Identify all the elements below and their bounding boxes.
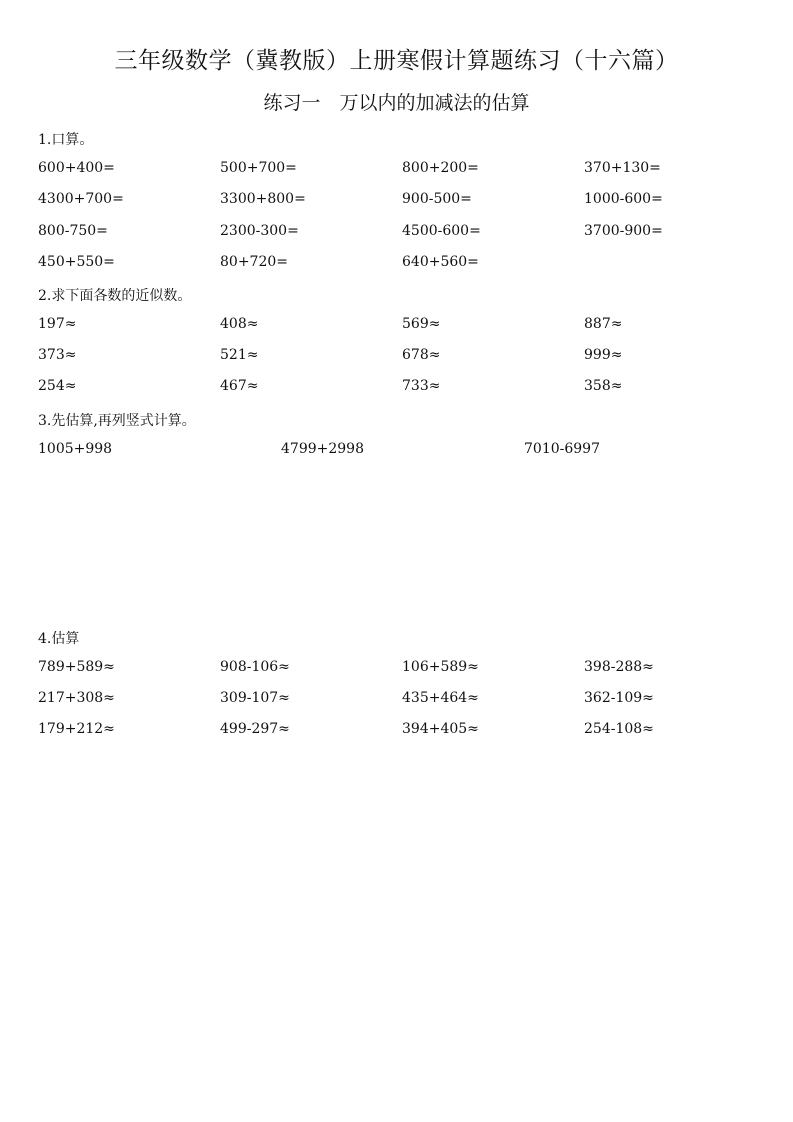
section-2-row [38, 347, 758, 367]
problem: 4500-600= [402, 223, 481, 239]
problem: 7010-6997 [524, 441, 600, 457]
section-2-row [38, 316, 758, 336]
problem: 217+308≈ [38, 690, 115, 706]
problem: 600+400= [38, 160, 115, 176]
section-1-row [38, 160, 758, 180]
problem: 908-106≈ [220, 659, 290, 675]
problem: 370+130= [584, 160, 661, 176]
problem: 358≈ [584, 378, 623, 394]
problem: 3700-900= [584, 223, 663, 239]
problem: 733≈ [402, 378, 441, 394]
section-4-row [38, 690, 758, 710]
section-3-heading: 3.先估算,再列竖式计算。 [38, 413, 196, 429]
section-2-heading: 2.求下面各数的近似数。 [38, 288, 192, 304]
section-4-row [38, 721, 758, 741]
problem: 362-109≈ [584, 690, 654, 706]
problem: 499-297≈ [220, 721, 290, 737]
problem: 2300-300= [220, 223, 299, 239]
section-1-row [38, 223, 758, 243]
section-3-row [38, 441, 758, 461]
problem: 999≈ [584, 347, 623, 363]
problem: 106+589≈ [402, 659, 479, 675]
section-1-row [38, 254, 758, 274]
problem: 1000-600= [584, 191, 663, 207]
section-4-row [38, 659, 758, 679]
problem: 1005+998 [38, 441, 113, 457]
problem: 640+560= [402, 254, 479, 270]
problem: 4799+2998 [281, 441, 364, 457]
problem: 678≈ [402, 347, 441, 363]
exercise-subtitle: 练习一 万以内的加减法的估算 [263, 92, 530, 114]
problem: 373≈ [38, 347, 77, 363]
problem: 254≈ [38, 378, 77, 394]
problem: 254-108≈ [584, 721, 654, 737]
problem: 435+464≈ [402, 690, 479, 706]
section-1-row [38, 191, 758, 211]
problem: 4300+700= [38, 191, 124, 207]
problem: 450+550= [38, 254, 115, 270]
problem: 408≈ [220, 316, 259, 332]
page-title: 三年级数学（冀教版）上册寒假计算题练习（十六篇） [114, 48, 679, 74]
problem: 197≈ [38, 316, 77, 332]
problem: 467≈ [220, 378, 259, 394]
section-4-heading: 4.估算 [38, 631, 80, 647]
problem: 394+405≈ [402, 721, 479, 737]
problem: 569≈ [402, 316, 441, 332]
problem: 80+720= [220, 254, 288, 270]
problem: 500+700= [220, 160, 297, 176]
problem: 887≈ [584, 316, 623, 332]
problem: 521≈ [220, 347, 259, 363]
problem: 900-500= [402, 191, 472, 207]
problem: 800+200= [402, 160, 479, 176]
problem: 398-288≈ [584, 659, 654, 675]
section-1-heading: 1.口算。 [38, 132, 94, 148]
problem: 3300+800= [220, 191, 306, 207]
problem: 800-750= [38, 223, 108, 239]
problem: 179+212≈ [38, 721, 115, 737]
section-2-row [38, 378, 758, 398]
problem: 309-107≈ [220, 690, 290, 706]
problem: 789+589≈ [38, 659, 115, 675]
